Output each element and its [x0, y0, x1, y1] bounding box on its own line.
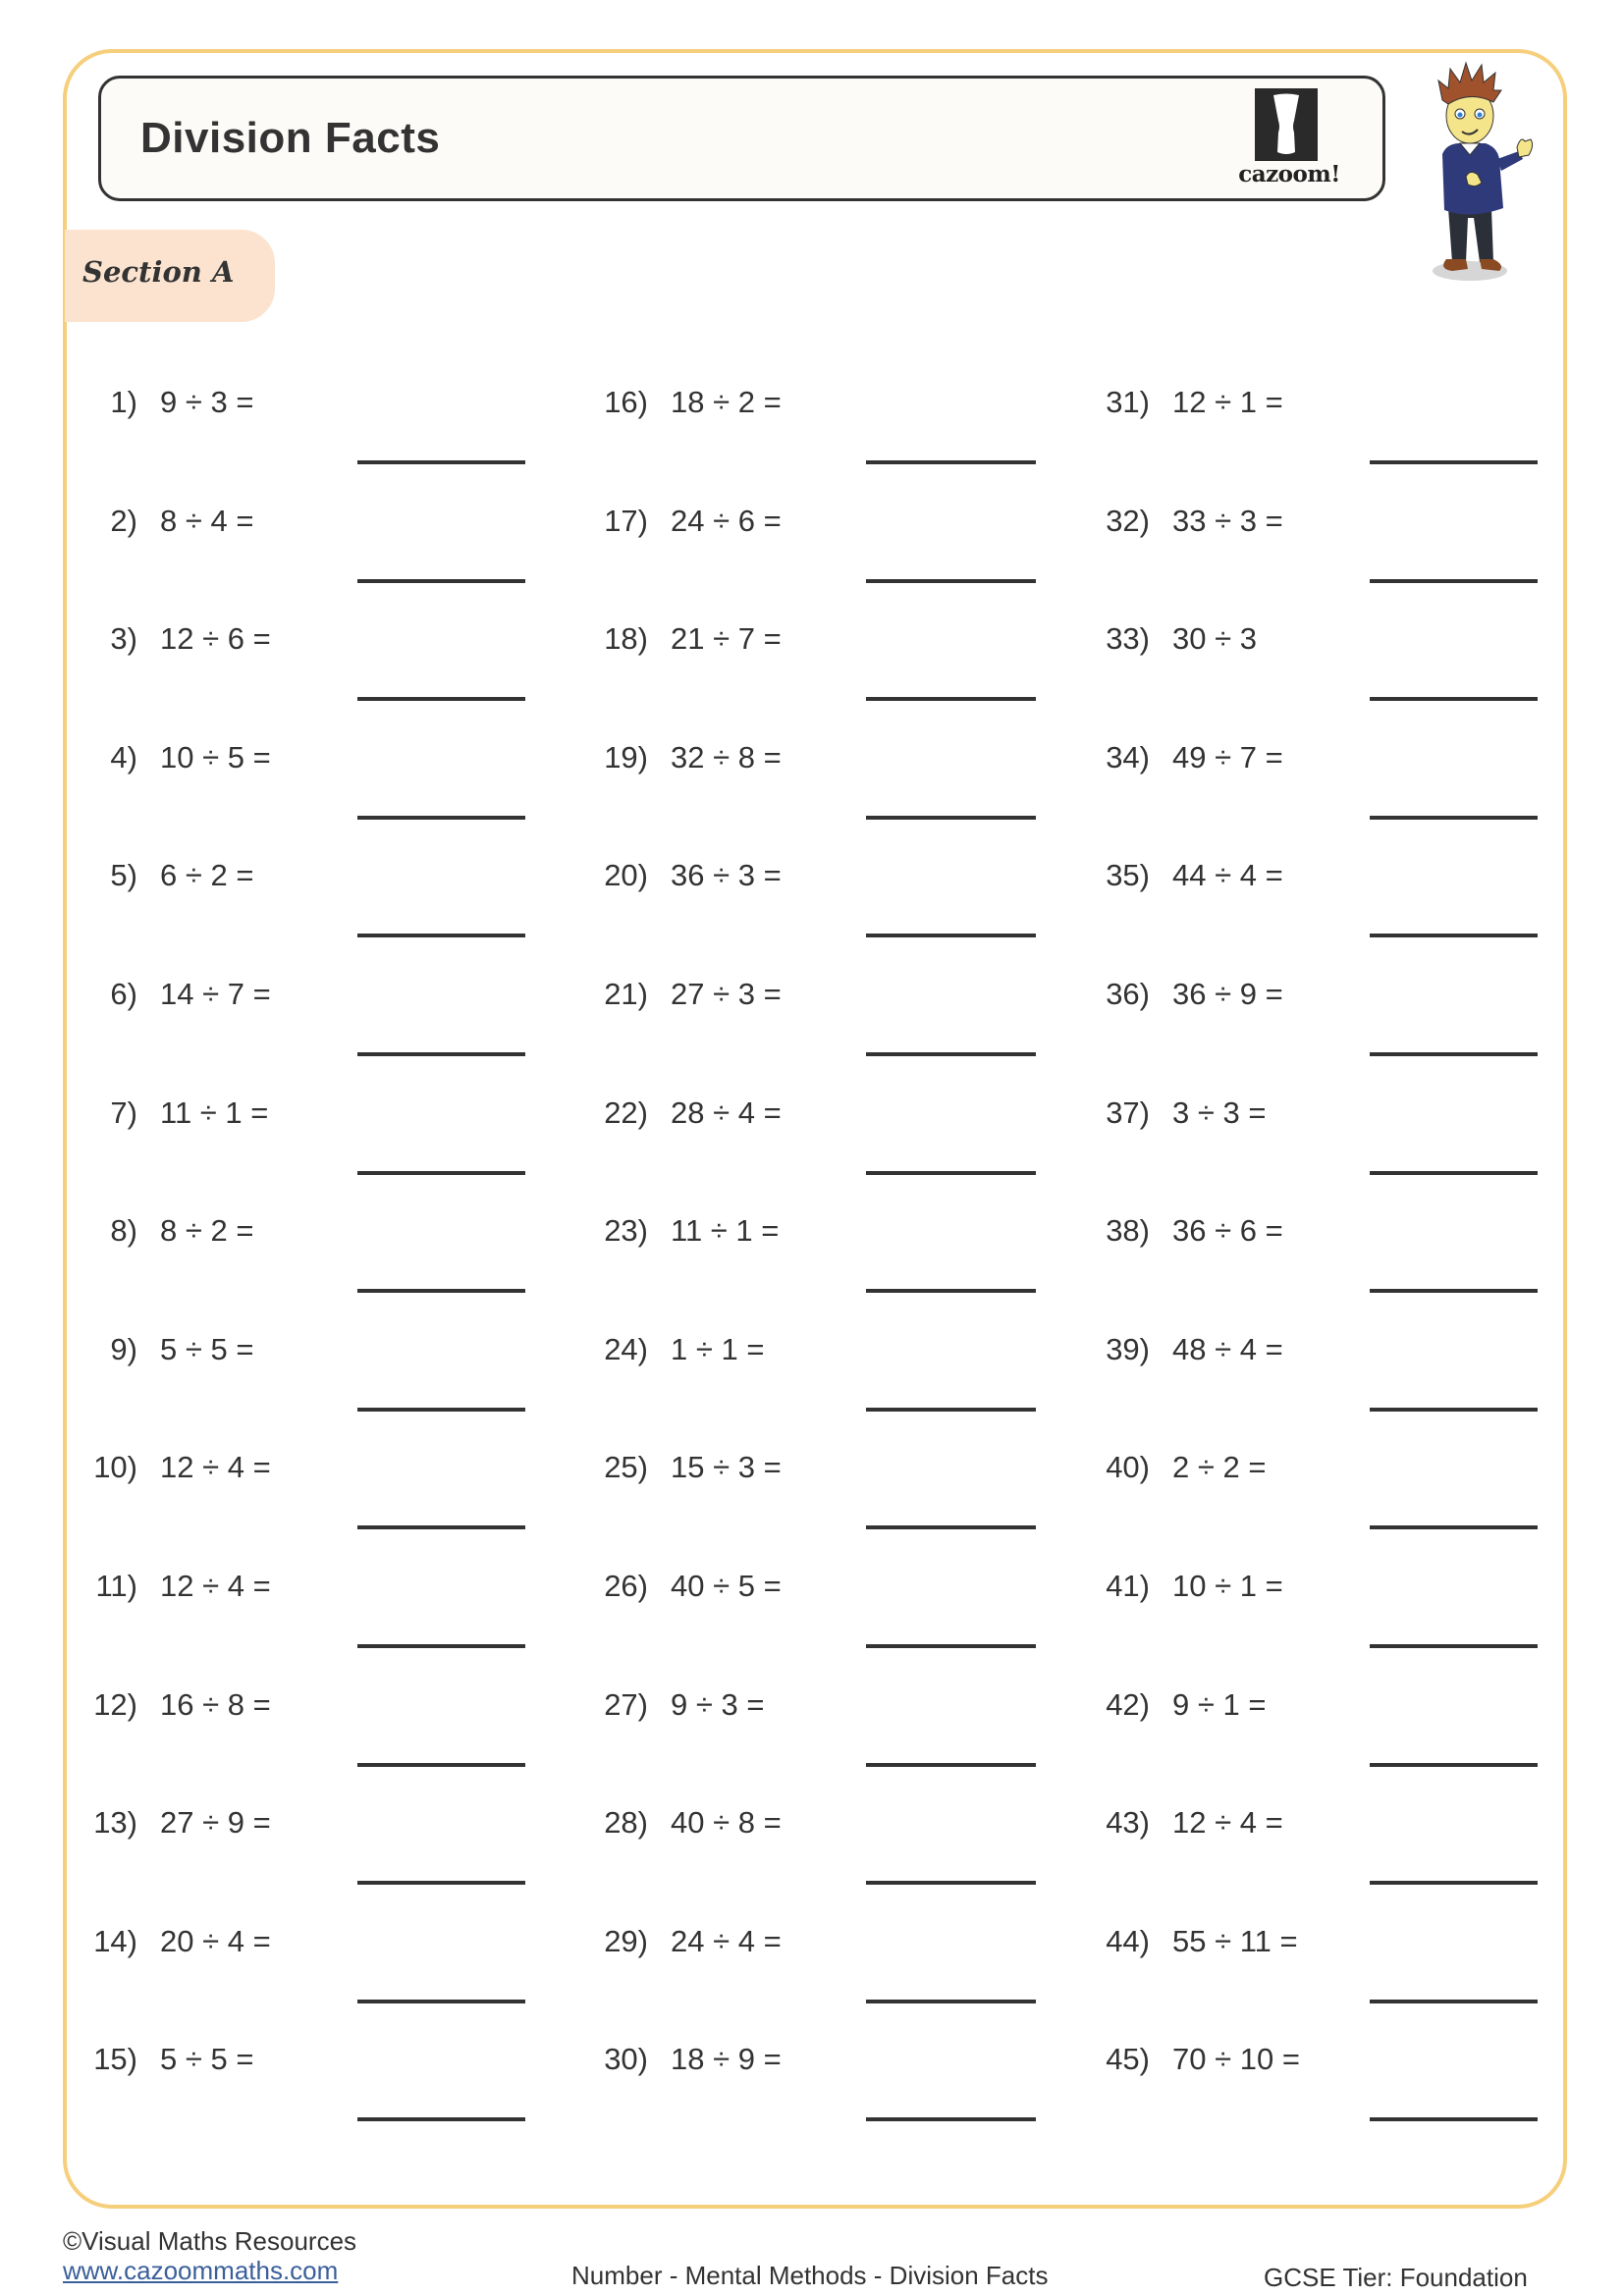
answer-line[interactable]	[357, 1881, 525, 1885]
expression-text: 5 ÷ 5 =	[160, 1332, 254, 1366]
logo-text: cazoom!	[1238, 161, 1340, 187]
question-number: 9)	[110, 1332, 137, 1366]
answer-line[interactable]	[1370, 934, 1538, 937]
answer-line[interactable]	[866, 1408, 1036, 1412]
question-number: 36)	[1106, 977, 1150, 1011]
expression-text: 27 ÷ 3 =	[671, 977, 782, 1011]
answer-line[interactable]	[866, 2117, 1036, 2121]
expression-text: 12 ÷ 6 =	[160, 621, 271, 656]
answer-line[interactable]	[357, 816, 525, 820]
question-number: 12)	[93, 1687, 137, 1722]
question-item	[0, 1803, 1150, 1842]
answer-line[interactable]	[357, 2000, 525, 2003]
answer-line[interactable]	[357, 697, 525, 701]
question-item	[0, 1922, 1150, 1961]
expression-text: 40 ÷ 8 =	[671, 1805, 782, 1840]
answer-line[interactable]	[1370, 1171, 1538, 1175]
question-number: 22)	[604, 1095, 648, 1130]
question-number: 13)	[93, 1805, 137, 1840]
question-number: 15)	[93, 2042, 137, 2076]
expression-text: 27 ÷ 9 =	[160, 1805, 271, 1840]
expression-text: 1 ÷ 1 =	[671, 1332, 765, 1366]
answer-line[interactable]	[1370, 460, 1538, 464]
question-number: 25)	[604, 1450, 648, 1484]
question-number: 43)	[1106, 1805, 1150, 1840]
question-number: 29)	[604, 1924, 648, 1958]
answer-line[interactable]	[866, 460, 1036, 464]
question-item	[0, 1330, 1150, 1369]
question-number: 40)	[1106, 1450, 1150, 1484]
question-number: 33)	[1106, 621, 1150, 656]
answer-line[interactable]	[1370, 1644, 1538, 1648]
question-number: 19)	[604, 740, 648, 774]
expression-text: 33 ÷ 3 =	[1172, 504, 1283, 538]
answer-line[interactable]	[357, 579, 525, 583]
expression-text: 36 ÷ 6 =	[1172, 1213, 1283, 1248]
question-item	[0, 1685, 1150, 1725]
question-number: 28)	[604, 1805, 648, 1840]
expression-text: 8 ÷ 2 =	[160, 1213, 254, 1248]
expression-text: 21 ÷ 7 =	[671, 621, 782, 656]
question-number: 20)	[604, 858, 648, 892]
question-number: 17)	[604, 504, 648, 538]
expression-text: 32 ÷ 8 =	[671, 740, 782, 774]
expression-text: 12 ÷ 1 =	[1172, 385, 1283, 419]
answer-line[interactable]	[866, 934, 1036, 937]
expression-text: 12 ÷ 4 =	[160, 1450, 271, 1484]
answer-line[interactable]	[1370, 579, 1538, 583]
expression-text: 12 ÷ 4 =	[160, 1569, 271, 1603]
footer-credits	[63, 2226, 356, 2285]
mascot-illustration	[1409, 61, 1537, 287]
question-number: 5)	[110, 858, 137, 892]
question-number: 18)	[604, 621, 648, 656]
answer-line[interactable]	[866, 1525, 1036, 1529]
answer-line[interactable]	[1370, 1763, 1538, 1767]
expression-text: 18 ÷ 9 =	[671, 2042, 782, 2076]
expression-text: 36 ÷ 9 =	[1172, 977, 1283, 1011]
answer-line[interactable]	[357, 1289, 525, 1293]
answer-line[interactable]	[1370, 1052, 1538, 1056]
tier-text: GCSE Tier: Foundation	[1264, 2263, 1528, 2292]
question-item	[0, 383, 1150, 422]
question-number: 16)	[604, 385, 648, 419]
question-number: 24)	[604, 1332, 648, 1366]
expression-text: 9 ÷ 1 =	[1172, 1687, 1267, 1722]
title-box	[98, 76, 1385, 201]
question-item	[0, 619, 1150, 659]
question-number: 34)	[1106, 740, 1150, 774]
expression-text: 28 ÷ 4 =	[671, 1095, 782, 1130]
expression-text: 18 ÷ 2 =	[671, 385, 782, 419]
question-item	[0, 1448, 1150, 1487]
answer-line[interactable]	[357, 1644, 525, 1648]
question-number: 30)	[604, 2042, 648, 2076]
expression-text: 40 ÷ 5 =	[671, 1569, 782, 1603]
section-tab	[65, 230, 275, 322]
answer-line[interactable]	[1370, 1408, 1538, 1412]
answer-line[interactable]	[1370, 816, 1538, 820]
expression-text: 11 ÷ 1 =	[160, 1095, 269, 1130]
answer-line[interactable]	[1370, 697, 1538, 701]
question-number: 14)	[93, 1924, 137, 1958]
question-number: 35)	[1106, 858, 1150, 892]
question-number: 11)	[95, 1569, 137, 1603]
expression-text: 3 ÷ 3 =	[1172, 1095, 1267, 1130]
answer-line[interactable]	[866, 1052, 1036, 1056]
question-number: 10)	[93, 1450, 137, 1484]
question-number: 3)	[110, 621, 137, 656]
question-number: 31)	[1106, 385, 1150, 419]
answer-line[interactable]	[1370, 2117, 1538, 2121]
answer-line[interactable]	[357, 1763, 525, 1767]
expression-text: 44 ÷ 4 =	[1172, 858, 1283, 892]
question-number: 26)	[604, 1569, 648, 1603]
question-item	[0, 856, 1150, 895]
question-item	[0, 1211, 1150, 1251]
question-item	[0, 738, 1150, 777]
question-item	[0, 2040, 1150, 2079]
expression-text: 70 ÷ 10 =	[1172, 2042, 1300, 2076]
answer-line[interactable]	[866, 579, 1036, 583]
drum-icon	[1255, 88, 1318, 161]
question-number: 38)	[1106, 1213, 1150, 1248]
answer-line[interactable]	[1370, 1881, 1538, 1885]
cazoom-logo	[1235, 88, 1345, 194]
expression-text: 24 ÷ 6 =	[671, 504, 782, 538]
section-label: Section A	[82, 255, 235, 289]
expression-text: 20 ÷ 4 =	[160, 1924, 271, 1958]
expression-text: 5 ÷ 5 =	[160, 2042, 254, 2076]
answer-line[interactable]	[866, 1763, 1036, 1767]
expression-text: 10 ÷ 1 =	[1172, 1569, 1283, 1603]
answer-line[interactable]	[357, 2117, 525, 2121]
question-item	[0, 502, 1150, 541]
page-title: Division Facts	[140, 114, 441, 162]
answer-line[interactable]	[357, 1408, 525, 1412]
question-number: 6)	[110, 977, 137, 1011]
answer-line[interactable]	[357, 934, 525, 937]
copyright-text: ©Visual Maths Resources	[63, 2226, 357, 2256]
answer-line[interactable]	[357, 460, 525, 464]
answer-line[interactable]	[866, 1171, 1036, 1175]
answer-line[interactable]	[357, 1052, 525, 1056]
question-number: 39)	[1106, 1332, 1150, 1366]
expression-text: 11 ÷ 1 =	[671, 1213, 780, 1248]
question-number: 2)	[110, 504, 137, 538]
expression-text: 10 ÷ 5 =	[160, 740, 271, 774]
expression-text: 30 ÷ 3	[1172, 621, 1257, 656]
expression-text: 9 ÷ 3 =	[160, 385, 254, 419]
question-number: 41)	[1106, 1569, 1150, 1603]
answer-line[interactable]	[866, 816, 1036, 820]
expression-text: 12 ÷ 4 =	[1172, 1805, 1283, 1840]
answer-line[interactable]	[1370, 1289, 1538, 1293]
question-number: 37)	[1106, 1095, 1150, 1130]
question-item	[0, 1094, 1150, 1133]
question-number: 42)	[1106, 1687, 1150, 1722]
expression-text: 49 ÷ 7 =	[1172, 740, 1283, 774]
question-number: 4)	[110, 740, 137, 774]
expression-text: 14 ÷ 7 =	[160, 977, 271, 1011]
question-number: 27)	[604, 1687, 648, 1722]
expression-text: 16 ÷ 8 =	[160, 1687, 271, 1722]
website-link[interactable]: www.cazoommaths.com	[63, 2256, 339, 2285]
answer-line[interactable]	[866, 1644, 1036, 1648]
answer-line[interactable]	[1370, 2000, 1538, 2003]
answer-line[interactable]	[866, 1881, 1036, 1885]
question-number: 44)	[1106, 1924, 1150, 1958]
expression-text: 8 ÷ 4 =	[160, 504, 254, 538]
expression-text: 15 ÷ 3 =	[671, 1450, 782, 1484]
expression-text: 24 ÷ 4 =	[671, 1924, 782, 1958]
question-number: 21)	[604, 977, 648, 1011]
answer-line[interactable]	[866, 1289, 1036, 1293]
expression-text: 36 ÷ 3 =	[671, 858, 782, 892]
answer-line[interactable]	[1370, 1525, 1538, 1529]
answer-line[interactable]	[357, 1171, 525, 1175]
answer-line[interactable]	[357, 1525, 525, 1529]
question-number: 23)	[604, 1213, 648, 1248]
question-number: 8)	[110, 1213, 137, 1248]
question-number: 32)	[1106, 504, 1150, 538]
question-number: 45)	[1106, 2042, 1150, 2076]
expression-text: 48 ÷ 4 =	[1172, 1332, 1283, 1366]
answer-line[interactable]	[866, 697, 1036, 701]
question-number: 1)	[110, 385, 137, 419]
topic-text: Number - Mental Methods - Division Facts	[571, 2261, 1049, 2290]
answer-line[interactable]	[866, 2000, 1036, 2003]
expression-text: 2 ÷ 2 =	[1172, 1450, 1267, 1484]
expression-text: 55 ÷ 11 =	[1172, 1924, 1298, 1958]
question-number: 7)	[110, 1095, 137, 1130]
expression-text: 6 ÷ 2 =	[160, 858, 254, 892]
expression-text: 9 ÷ 3 =	[671, 1687, 765, 1722]
question-item	[0, 1567, 1150, 1606]
question-item	[0, 975, 1150, 1014]
